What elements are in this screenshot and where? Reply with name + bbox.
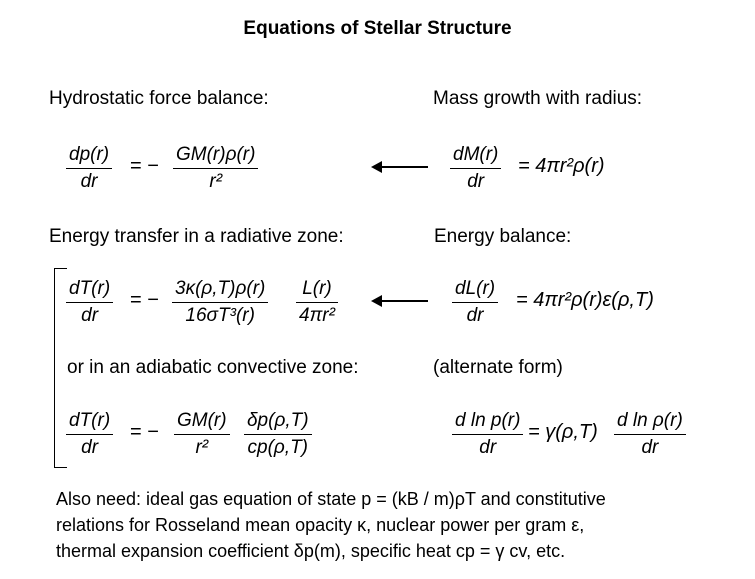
hydrostatic-rhs: [173, 144, 258, 193]
denominator: dr: [81, 305, 99, 326]
footer-paragraph: [56, 486, 606, 564]
hydrostatic-lhs: [66, 144, 112, 193]
denominator: dr: [81, 437, 99, 458]
denominator: cp(ρ,T): [247, 437, 309, 458]
denominator: r²: [209, 171, 223, 192]
radiative-factor-1: [172, 278, 268, 327]
mass-rhs: = 4πr²ρ(r): [518, 155, 605, 177]
adiabatic-factor-2: [244, 410, 312, 459]
heading-alternate: (alternate form): [433, 357, 563, 378]
adiabatic-operator: = −: [130, 421, 159, 443]
heading-adiabatic: or in an adiabatic convective zone:: [67, 357, 359, 378]
alternate-lhs: [452, 410, 523, 459]
numerator: 3κ(ρ,T)ρ(r): [175, 278, 266, 299]
hydrostatic-operator: = −: [130, 155, 159, 177]
page-title: Equations of Stellar Structure: [243, 18, 512, 39]
numerator: δp(ρ,T): [247, 410, 309, 431]
alternate-rhs: [614, 410, 686, 459]
denominator: dr: [467, 171, 485, 192]
alternate-middle: = γ(ρ,T): [528, 421, 598, 443]
footer-line-1: Also need: ideal gas equation of state p = (kB / m)ρT and constitutive: [56, 489, 606, 509]
denominator: 16σT³(r): [185, 305, 255, 326]
adiabatic-factor-1: [174, 410, 230, 459]
left-arrow-icon: [380, 166, 428, 168]
denominator: dr: [641, 437, 659, 458]
denominator: dr: [466, 305, 484, 326]
footer-line-3: thermal expansion coefficient δp(m), specific heat cp = γ cv, etc.: [56, 541, 566, 561]
denominator: r²: [195, 437, 209, 458]
numerator: dT(r): [69, 410, 111, 431]
radiative-lhs: [66, 278, 113, 327]
denominator: 4πr²: [299, 305, 335, 326]
adiabatic-lhs: [66, 410, 113, 459]
radiative-factor-2: [296, 278, 338, 327]
numerator: dT(r): [69, 278, 111, 299]
numerator: dM(r): [453, 144, 499, 165]
footer-line-2: relations for Rosseland mean opacity κ, nuclear power per gram ε,: [56, 515, 585, 535]
numerator: d ln ρ(r): [617, 410, 683, 431]
numerator: dL(r): [455, 278, 496, 299]
numerator: GM(r)ρ(r): [176, 144, 256, 165]
radiative-operator: = −: [130, 289, 159, 311]
heading-mass-growth: Mass growth with radius:: [433, 88, 643, 109]
left-arrow-icon: [380, 300, 428, 302]
heading-hydrostatic: Hydrostatic force balance:: [49, 88, 269, 109]
heading-energy-balance: Energy balance:: [434, 226, 572, 247]
numerator: L(r): [302, 278, 332, 299]
energy-lhs: [452, 278, 498, 327]
numerator: d ln p(r): [455, 410, 521, 431]
numerator: dp(r): [69, 144, 110, 165]
denominator: dr: [479, 437, 497, 458]
energy-rhs: = 4πr²ρ(r)ε(ρ,T): [516, 289, 654, 311]
mass-lhs: [450, 144, 501, 193]
heading-energy-transfer: Energy transfer in a radiative zone:: [49, 226, 344, 247]
denominator: dr: [80, 171, 98, 192]
numerator: GM(r): [177, 410, 227, 431]
